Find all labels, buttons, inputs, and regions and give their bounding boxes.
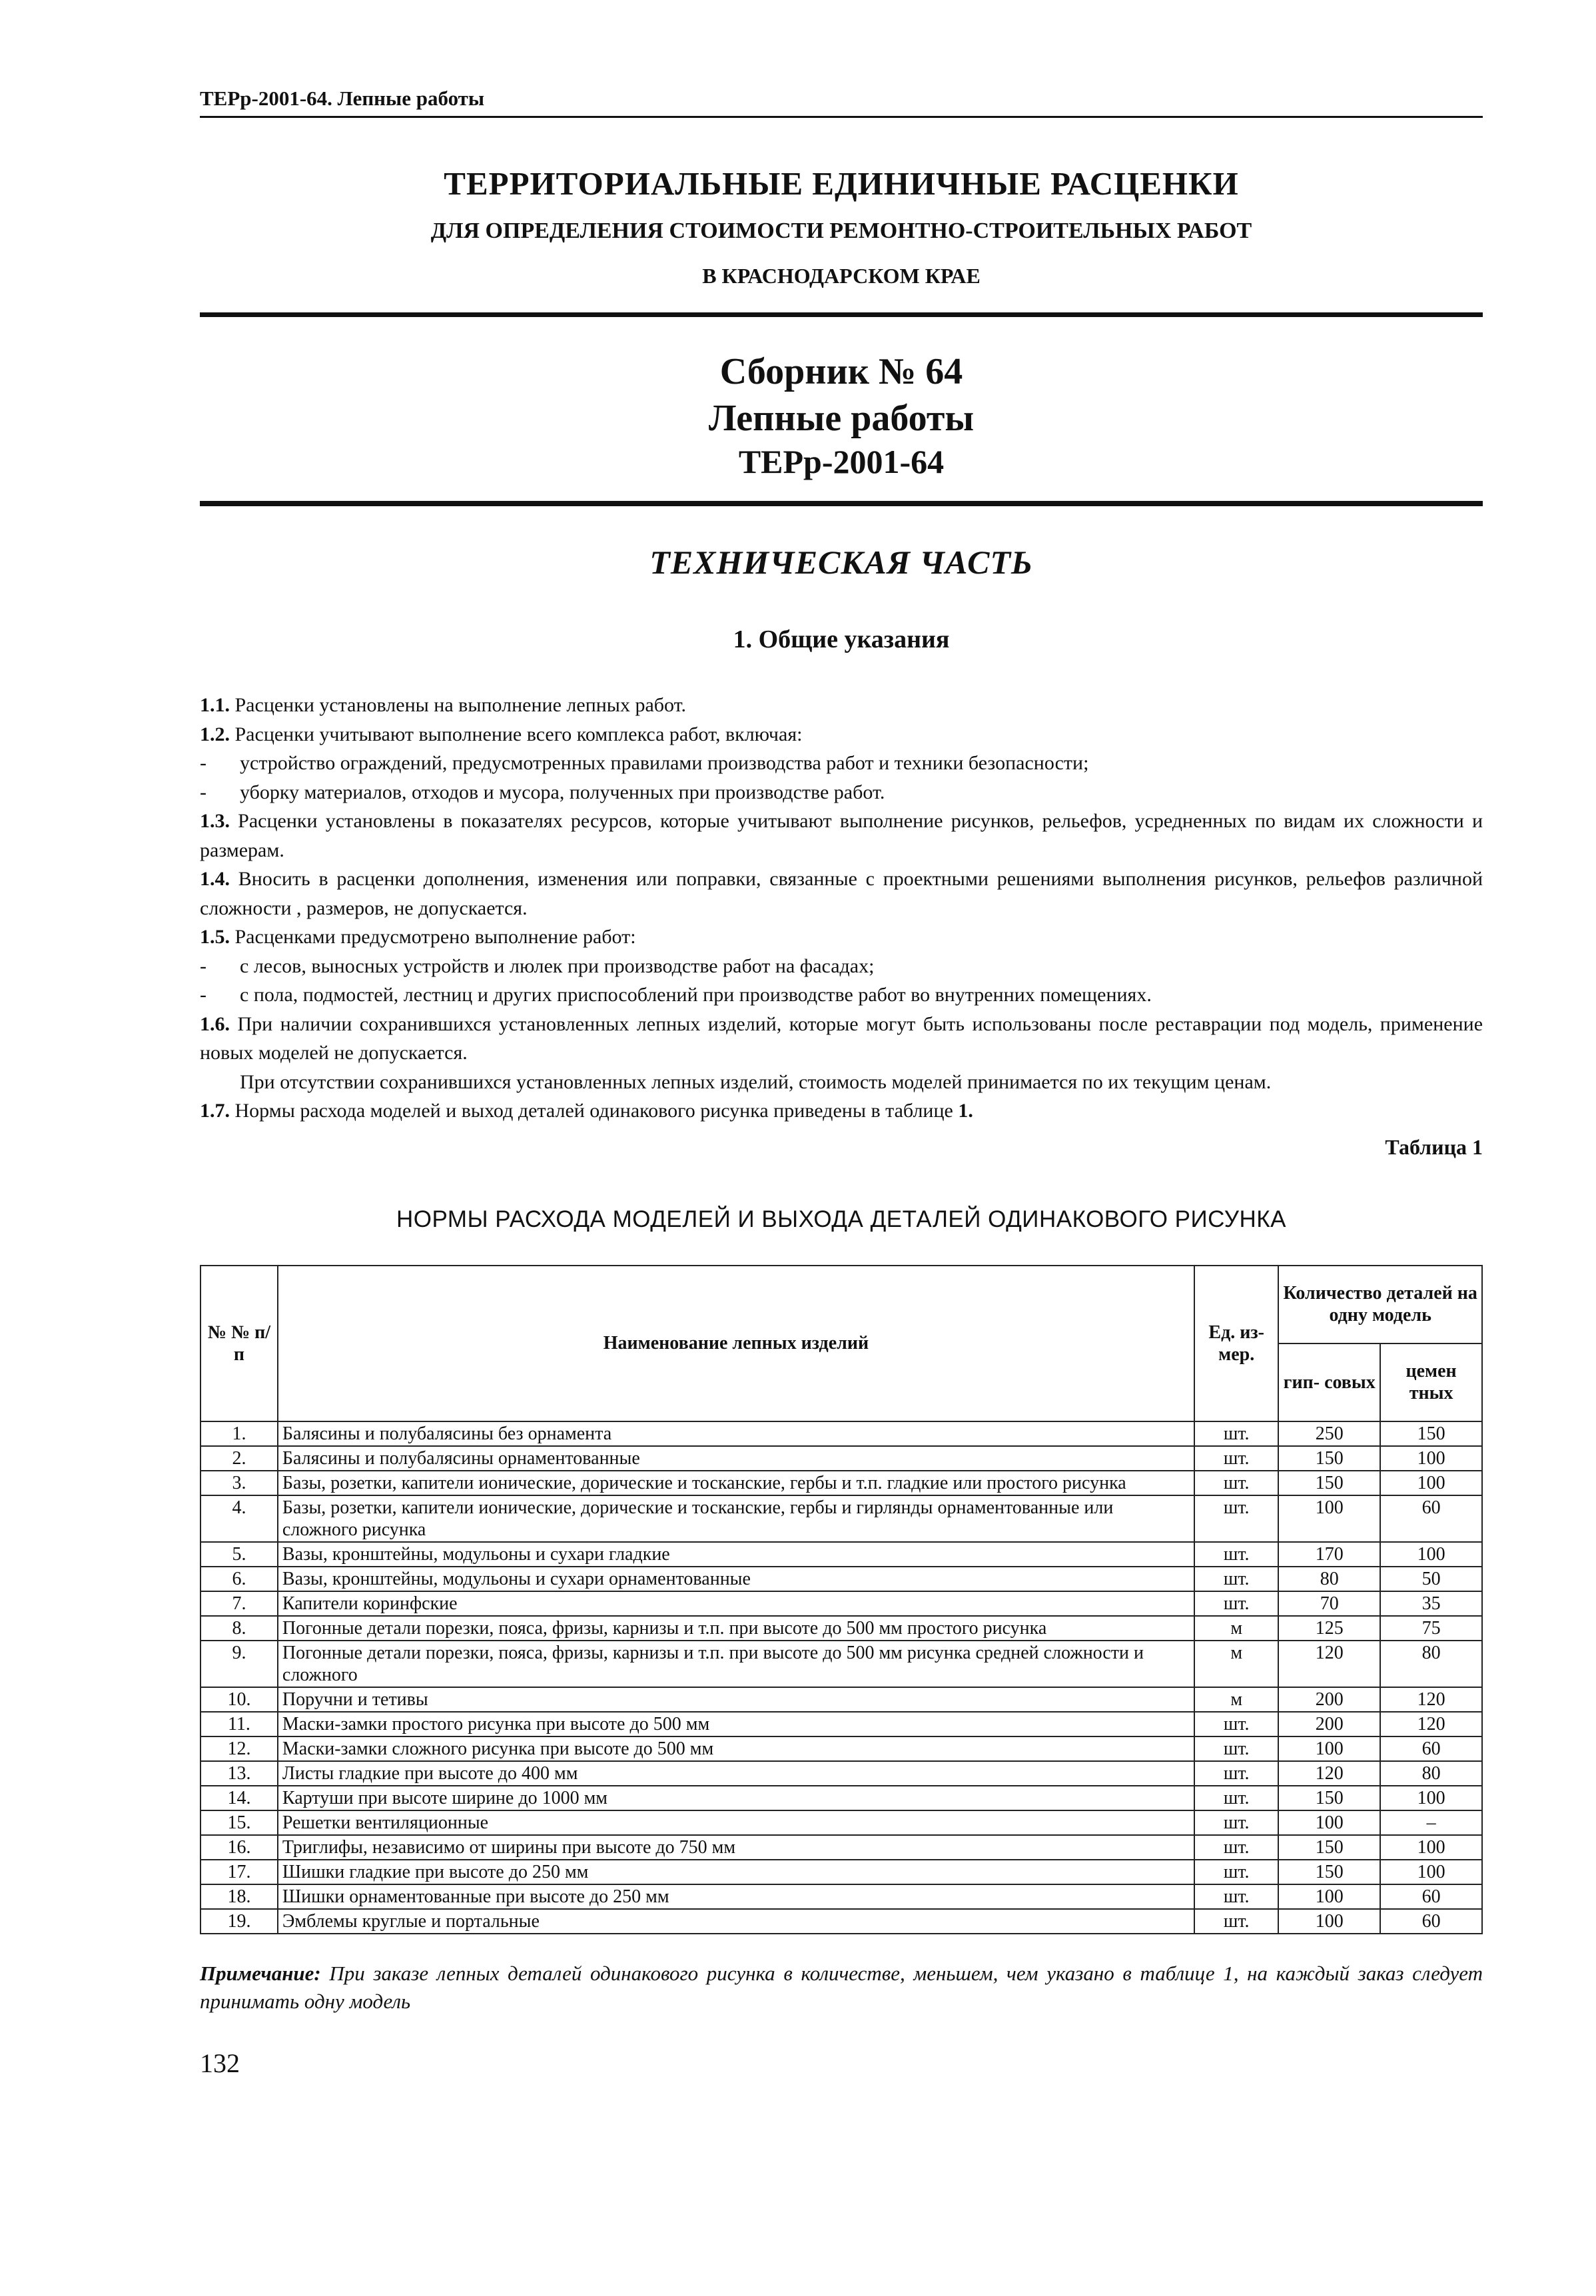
table-reference: 1. — [958, 1100, 973, 1122]
list-item-text: с пола, подмостей, лестниц и других приспособлений при производстве работ во внутренних помещениях. — [240, 984, 1152, 1006]
cell-name: Маски-замки простого рисунка при высоте до 500 мм — [278, 1712, 1194, 1736]
paragraph-number: 1.5. — [200, 926, 230, 948]
cell-unit: м — [1194, 1641, 1278, 1687]
cell-cement: 50 — [1380, 1567, 1482, 1591]
cell-name: Шишки орнаментованные при высоте до 250 мм — [278, 1884, 1194, 1909]
collection-name: Лепные работы — [708, 398, 975, 439]
cell-number: 18. — [200, 1884, 278, 1909]
cell-number: 9. — [200, 1641, 278, 1687]
cell-unit: шт. — [1194, 1810, 1278, 1835]
table-row — [200, 1616, 1482, 1641]
cell-number: 8. — [200, 1616, 278, 1641]
paragraph-text: Расценки учитывают выполнение всего комплекса работ, включая: — [234, 723, 803, 745]
cell-number: 1. — [200, 1421, 278, 1446]
cell-name: Листы гладкие при высоте до 400 мм — [278, 1761, 1194, 1786]
cell-unit: шт. — [1194, 1421, 1278, 1446]
cell-gypsum: 100 — [1278, 1810, 1380, 1835]
table-row — [200, 1421, 1482, 1446]
cell-gypsum: 150 — [1278, 1786, 1380, 1810]
table-row — [200, 1641, 1482, 1687]
cell-name: Решетки вентиляционные — [278, 1810, 1194, 1835]
paragraph-text: Нормы расхода моделей и выход деталей одинакового рисунка приведены в таблице — [234, 1100, 953, 1122]
cell-gypsum: 200 — [1278, 1687, 1380, 1712]
cell-number: 19. — [200, 1909, 278, 1934]
column-header-cement: цемен тных — [1380, 1343, 1482, 1421]
cell-unit: шт. — [1194, 1835, 1278, 1860]
cell-number: 14. — [200, 1786, 278, 1810]
cell-number: 4. — [200, 1495, 278, 1542]
cell-number: 7. — [200, 1591, 278, 1616]
cell-number: 10. — [200, 1687, 278, 1712]
column-header-gypsum: гип- совых — [1278, 1343, 1380, 1421]
cell-gypsum: 200 — [1278, 1712, 1380, 1736]
table-row — [200, 1860, 1482, 1884]
cell-number: 17. — [200, 1860, 278, 1884]
table-row — [200, 1810, 1482, 1835]
cell-unit: шт. — [1194, 1712, 1278, 1736]
table-title: НОРМЫ РАСХОДА МОДЕЛЕЙ И ВЫХОДА ДЕТАЛЕЙ ОДИНАКОВОГО РИСУНКА — [396, 1206, 1286, 1232]
cell-unit: шт. — [1194, 1761, 1278, 1786]
paragraph-number: 1.4. — [200, 868, 230, 890]
document-region: В КРАСНОДАРСКОМ КРАЕ — [702, 264, 981, 288]
cell-name: Триглифы, независимо от ширины при высоте до 750 мм — [278, 1835, 1194, 1860]
cell-name: Погонные детали порезки, пояса, фризы, карнизы и т.п. при высоте до 500 мм рисунка средней сложности и сложного — [278, 1641, 1194, 1687]
cell-name: Капители коринфские — [278, 1591, 1194, 1616]
section-heading: 1. Общие указания — [733, 625, 950, 653]
cell-gypsum: 150 — [1278, 1471, 1380, 1495]
cell-gypsum: 170 — [1278, 1542, 1380, 1567]
cell-number: 12. — [200, 1736, 278, 1761]
cell-unit: м — [1194, 1616, 1278, 1641]
table-row — [200, 1786, 1482, 1810]
table-body — [200, 1421, 1482, 1934]
list-item-text: устройство ограждений, предусмотренных правилами производства работ и техники безопасности; — [240, 752, 1089, 774]
paragraph-number: 1.2. — [200, 723, 230, 745]
cell-cement: – — [1380, 1810, 1482, 1835]
cell-name: Вазы, кронштейны, модульоны и сухари гладкие — [278, 1542, 1194, 1567]
column-header-unit: Ед. из- мер. — [1194, 1266, 1278, 1421]
paragraph-1-2 — [200, 720, 1483, 749]
cell-gypsum: 250 — [1278, 1421, 1380, 1446]
paragraph-1-4 — [200, 865, 1483, 923]
cell-unit: шт. — [1194, 1542, 1278, 1567]
cell-cement: 100 — [1380, 1446, 1482, 1471]
table-row — [200, 1712, 1482, 1736]
cell-unit: шт. — [1194, 1786, 1278, 1810]
list-item — [200, 952, 1483, 981]
paragraph-text: Расценки установлены в показателях ресурсов, которые учитывают выполнение рисунков, рельефов, усредненных по видам их сложности и размерам. — [200, 810, 1483, 861]
cell-unit: шт. — [1194, 1736, 1278, 1761]
cell-gypsum: 150 — [1278, 1860, 1380, 1884]
norms-table — [200, 1265, 1483, 1934]
cell-number: 13. — [200, 1761, 278, 1786]
list-bullet: - — [200, 955, 206, 977]
cell-unit: шт. — [1194, 1860, 1278, 1884]
paragraph-number: 1.7. — [200, 1100, 230, 1122]
cell-number: 15. — [200, 1810, 278, 1835]
document-subtitle: ДЛЯ ОПРЕДЕЛЕНИЯ СТОИМОСТИ РЕМОНТНО-СТРОИТЕЛЬНЫХ РАБОТ — [430, 218, 1252, 243]
cell-gypsum: 70 — [1278, 1591, 1380, 1616]
cell-name: Балясины и полубалясины без орнамента — [278, 1421, 1194, 1446]
table-row — [200, 1761, 1482, 1786]
cell-cement: 60 — [1380, 1495, 1482, 1542]
cell-unit: шт. — [1194, 1495, 1278, 1542]
cell-cement: 100 — [1380, 1542, 1482, 1567]
paragraph-number: 1.3. — [200, 810, 230, 832]
table-row — [200, 1471, 1482, 1495]
list-bullet: - — [200, 781, 206, 803]
cell-number: 16. — [200, 1835, 278, 1860]
cell-cement: 60 — [1380, 1909, 1482, 1934]
cell-cement: 100 — [1380, 1471, 1482, 1495]
table-note — [200, 1960, 1483, 2016]
table-row — [200, 1495, 1482, 1542]
note-label: Примечание: — [200, 1961, 321, 1985]
column-header-quantity: Количество деталей на одну модель — [1278, 1266, 1482, 1343]
cell-cement: 100 — [1380, 1835, 1482, 1860]
cell-name: Базы, розетки, капители ионические, дорические и тосканские, гербы и гирлянды орнаментованные или сложного рисунка — [278, 1495, 1194, 1542]
cell-unit: шт. — [1194, 1471, 1278, 1495]
cell-gypsum: 120 — [1278, 1761, 1380, 1786]
column-header-number: № № п/п — [200, 1266, 278, 1421]
top-divider — [200, 312, 1483, 317]
paragraph-1-1 — [200, 691, 1483, 720]
cell-number: 5. — [200, 1542, 278, 1567]
cell-cement: 80 — [1380, 1641, 1482, 1687]
note-text: При заказе лепных деталей одинакового рисунка в количестве, меньшем, чем указано в таблице 1, на каждый заказ следует принимать одну модель — [200, 1961, 1483, 2013]
cell-number: 11. — [200, 1712, 278, 1736]
cell-gypsum: 100 — [1278, 1909, 1380, 1934]
technical-part-heading: ТЕХНИЧЕСКАЯ ЧАСТЬ — [649, 544, 1033, 581]
cell-cement: 75 — [1380, 1616, 1482, 1641]
list-item-text: с лесов, выносных устройств и люлек при производстве работ на фасадах; — [240, 955, 875, 977]
bottom-divider — [200, 501, 1483, 506]
collection-code: ТЕРр-2001-64 — [738, 443, 945, 480]
cell-gypsum: 125 — [1278, 1616, 1380, 1641]
table-row — [200, 1884, 1482, 1909]
table-row — [200, 1567, 1482, 1591]
cell-gypsum: 120 — [1278, 1641, 1380, 1687]
list-bullet: - — [200, 752, 206, 774]
paragraph-text: Расценками предусмотрено выполнение работ: — [234, 926, 636, 948]
cell-unit: м — [1194, 1687, 1278, 1712]
table-row — [200, 1835, 1482, 1860]
cell-name: Погонные детали порезки, пояса, фризы, карнизы и т.п. при высоте до 500 мм простого рисунка — [278, 1616, 1194, 1641]
paragraph-text: Расценки установлены на выполнение лепных работ. — [234, 694, 687, 716]
cell-cement: 120 — [1380, 1712, 1482, 1736]
paragraph-text: При наличии сохранившихся установленных лепных изделий, которые могут быть использованы после реставрации под модель, применение новых моделей не допускается. — [200, 1012, 1483, 1064]
table-row — [200, 1542, 1482, 1567]
cell-number: 2. — [200, 1446, 278, 1471]
cell-cement: 60 — [1380, 1736, 1482, 1761]
cell-name: Вазы, кронштейны, модульоны и сухари орнаментованные — [278, 1567, 1194, 1591]
cell-cement: 120 — [1380, 1687, 1482, 1712]
table-header-row — [200, 1266, 1482, 1343]
cell-gypsum: 100 — [1278, 1884, 1380, 1909]
cell-cement: 100 — [1380, 1860, 1482, 1884]
paragraph-text: Вносить в расценки дополнения, изменения или поправки, связанные с проектными решениями выполнения рисунков, рельефов различной сложности , размеров, не допускается. — [200, 868, 1483, 919]
cell-name: Поручни и тетивы — [278, 1687, 1194, 1712]
paragraph-1-6-continued: При отсутствии сохранившихся установленных лепных изделий, стоимость моделей принимается по их текущим ценам. — [240, 1070, 1272, 1093]
page-number: 132 — [200, 2048, 240, 2078]
cell-number: 3. — [200, 1471, 278, 1495]
paragraph-1-7 — [200, 1096, 1483, 1126]
table-row — [200, 1446, 1482, 1471]
list-item — [200, 980, 1483, 1010]
cell-gypsum: 100 — [1278, 1495, 1380, 1542]
cell-unit: шт. — [1194, 1591, 1278, 1616]
cell-unit: шт. — [1194, 1909, 1278, 1934]
running-header: ТЕРр-2001-64. Лепные работы — [200, 87, 1483, 118]
general-instructions — [200, 691, 1483, 1126]
collection-number: Сборник № 64 — [719, 351, 963, 392]
list-item — [200, 749, 1483, 778]
cell-unit: шт. — [1194, 1884, 1278, 1909]
cell-name: Балясины и полубалясины орнаментованные — [278, 1446, 1194, 1471]
cell-cement: 35 — [1380, 1591, 1482, 1616]
cell-cement: 80 — [1380, 1761, 1482, 1786]
cell-name: Картуши при высоте ширине до 1000 мм — [278, 1786, 1194, 1810]
cell-cement: 100 — [1380, 1786, 1482, 1810]
document-title: ТЕРРИТОРИАЛЬНЫЕ ЕДИНИЧНЫЕ РАСЦЕНКИ — [444, 165, 1239, 202]
table-row — [200, 1687, 1482, 1712]
paragraph-1-3 — [200, 807, 1483, 865]
cell-name: Маски-замки сложного рисунка при высоте до 500 мм — [278, 1736, 1194, 1761]
list-bullet: - — [200, 984, 206, 1006]
paragraph-number: 1.1. — [200, 694, 230, 716]
cell-cement: 150 — [1380, 1421, 1482, 1446]
cell-name: Эмблемы круглые и портальные — [278, 1909, 1194, 1934]
table-row — [200, 1909, 1482, 1934]
cell-name: Шишки гладкие при высоте до 250 мм — [278, 1860, 1194, 1884]
cell-name: Базы, розетки, капители ионические, дорические и тосканские, гербы и т.п. гладкие или простого рисунка — [278, 1471, 1194, 1495]
cell-gypsum: 80 — [1278, 1567, 1380, 1591]
document-page — [200, 87, 1483, 2079]
list-item — [200, 778, 1483, 807]
list-item-text: уборку материалов, отходов и мусора, полученных при производстве работ. — [240, 781, 885, 803]
cell-gypsum: 150 — [1278, 1835, 1380, 1860]
table-row — [200, 1591, 1482, 1616]
cell-unit: шт. — [1194, 1446, 1278, 1471]
paragraph-1-5 — [200, 923, 1483, 952]
cell-gypsum: 150 — [1278, 1446, 1380, 1471]
paragraph-number: 1.6. — [200, 1012, 230, 1035]
cell-number: 6. — [200, 1567, 278, 1591]
cell-gypsum: 100 — [1278, 1736, 1380, 1761]
cell-cement: 60 — [1380, 1884, 1482, 1909]
table-label: Таблица 1 — [1385, 1134, 1483, 1159]
paragraph-1-6 — [200, 1010, 1483, 1068]
table-row — [200, 1736, 1482, 1761]
cell-unit: шт. — [1194, 1567, 1278, 1591]
column-header-name: Наименование лепных изделий — [278, 1266, 1194, 1421]
